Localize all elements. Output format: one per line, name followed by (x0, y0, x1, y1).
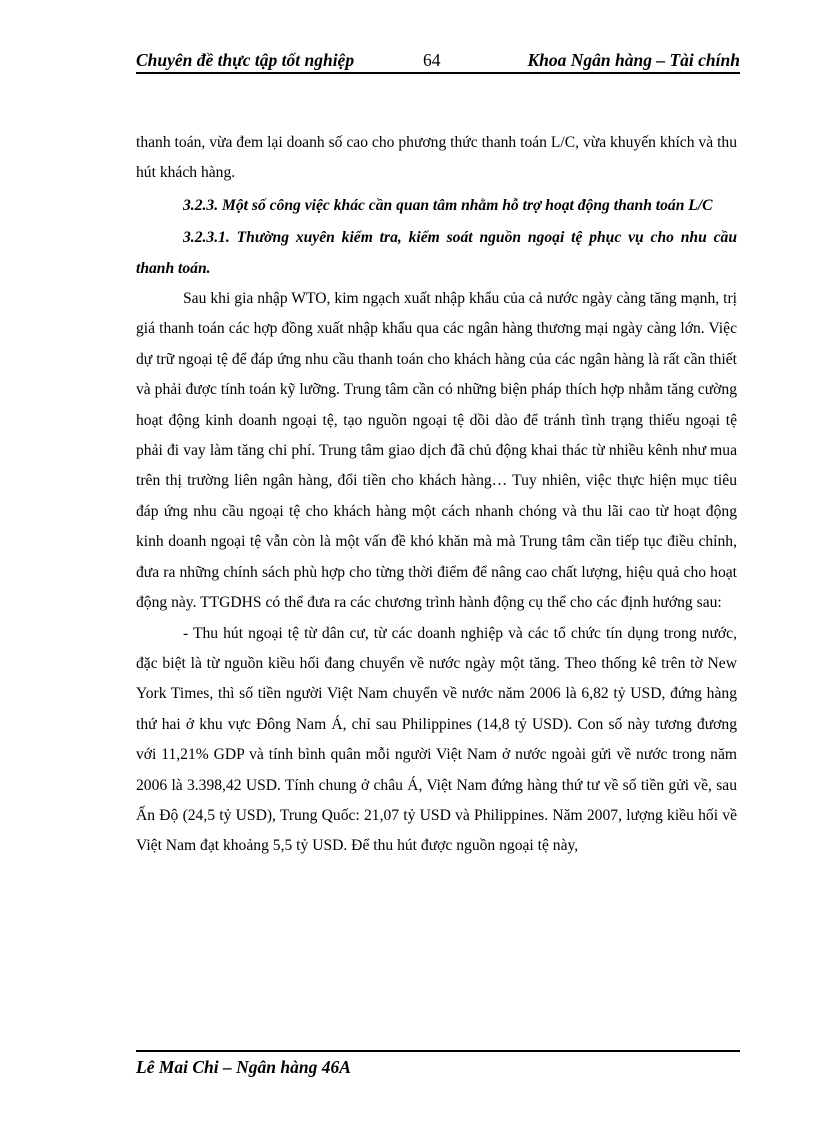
header-document-title: Chuyên đề thực tập tốt nghiệp (136, 50, 355, 70)
footer-author: Lê Mai Chi – Ngân hàng 46A (136, 1057, 351, 1077)
paragraph-wto: Sau khi gia nhập WTO, kim ngạch xuất nhập khẩu của cả nước ngày càng tăng mạnh, trị giá thanh toán các hợp đồng xuất nhập khẩu qua các ngân hàng thương mại ngày càng lớn. Việc dự trữ ngoại tệ để đáp ứng nhu cầu thanh toán cho khách hàng của các ngân hàng là rất cần thiết và phải được tính toán kỹ lưỡng. Trung tâm cần có những biện pháp thích hợp nhằm tăng cường hoạt động kinh doanh ngoại tệ, tạo nguồn ngoại tệ dồi dào để tránh tình trạng thiếu ngoại tệ phải đi vay làm tăng chi phí. Trung tâm giao dịch đã chủ động khai thác từ nhiều kênh như mua trên thị trường liên ngân hàng, đổi tiền cho khách hàng… Tuy nhiên, việc thực hiện mục tiêu đáp ứng nhu cầu ngoại tệ cho khách hàng một cách nhanh chóng và thu lãi cao từ hoạt động kinh doanh ngoại tệ vẫn còn là một vấn đề khó khăn mà mà Trung tâm cần tiếp tục điều chỉnh, đưa ra những chính sách phù hợp cho từng thời điểm để nâng cao chất lượng, hiệu quả cho hoạt động này. TTGDHS có thể đưa ra các chương trình hành động cụ thể cho các định hướng sau: (136, 290, 737, 612)
header-department: Khoa Ngân hàng – Tài chính (527, 50, 740, 70)
document-body (136, 128, 737, 862)
page-footer (136, 1050, 740, 1078)
paragraph-continuation: thanh toán, vừa đem lại doanh số cao cho phương thức thanh toán L/C, vừa khuyến khích và thu hút khách hàng. (136, 134, 737, 182)
section-heading-3-2-3: 3.2.3. Một số công việc khác cần quan tâm nhằm hỗ trợ hoạt động thanh toán L/C (183, 196, 713, 214)
page-header (136, 48, 740, 74)
header-page-number: 64 (423, 50, 441, 70)
section-heading-3-2-3-1: 3.2.3.1. Thường xuyên kiểm tra, kiểm soát nguồn ngoại tệ phục vụ cho nhu cầu thanh toán. (136, 229, 737, 277)
paragraph-remittance: - Thu hút ngoại tệ từ dân cư, từ các doanh nghiệp và các tổ chức tín dụng trong nước, đặc biệt là từ nguồn kiều hối đang chuyển về nước ngày một tăng. Theo thống kê trên tờ New York Times, thì số tiền người Việt Nam chuyển về nước năm 2006 là 6,82 tỷ USD, đứng hàng thứ hai ở khu vực Đông Nam Á, chỉ sau Philippines (14,8 tỷ USD). Con số này tương đương với 11,21% GDP và tính bình quân mỗi người Việt Nam ở nước ngoài gửi về nước trong năm 2006 là 3.398,42 USD. Tính chung ở châu Á, Việt Nam đứng hàng thứ tư về số tiền gửi về, sau Ấn Độ (24,5 tỷ USD), Trung Quốc: 21,07 tỷ USD và Philippines. Năm 2007, lượng kiều hối về Việt Nam đạt khoảng 5,5 tỷ USD. Để thu hút được nguồn ngoại tệ này, (136, 624, 737, 855)
